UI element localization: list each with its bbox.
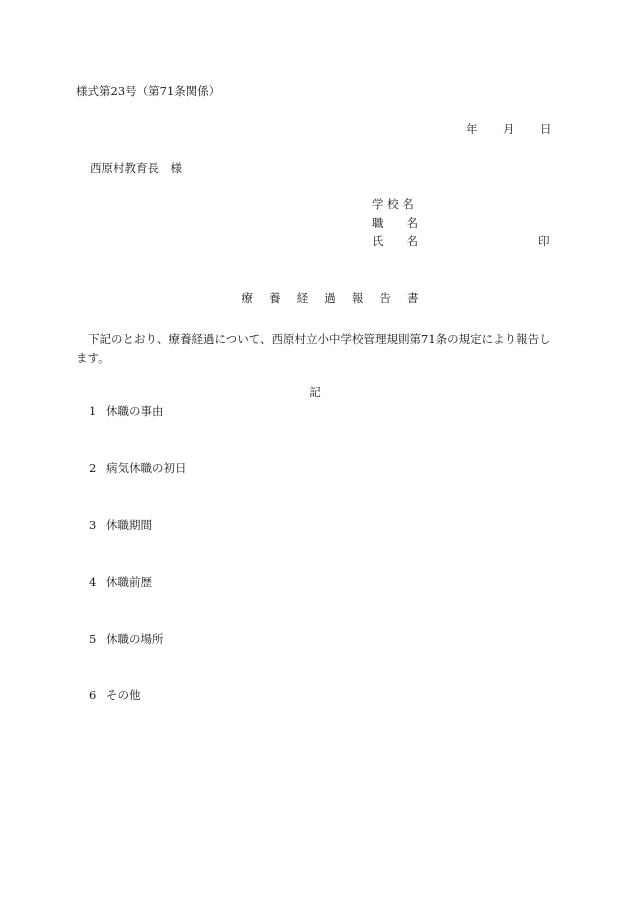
job-title-label: 職 名 xyxy=(372,216,418,230)
item-number: 6 xyxy=(89,688,97,702)
list-item xyxy=(89,690,141,702)
list-item xyxy=(89,463,187,475)
list-item xyxy=(89,520,152,532)
item-number: 2 xyxy=(89,461,97,475)
date-year-label: 年 xyxy=(466,122,478,136)
item-number: 3 xyxy=(89,518,97,532)
ki-heading: 記 xyxy=(309,385,321,399)
item-label: 休職前歴 xyxy=(106,575,152,589)
list-item xyxy=(89,577,152,589)
item-label: 休職の場所 xyxy=(106,632,164,646)
sender-school-row xyxy=(372,199,442,211)
item-number: 1 xyxy=(89,404,97,418)
body-text: 下記のとおり、療養経過について、西原村立小中学校管理規則第71条の規定により報告します。 xyxy=(76,332,551,365)
item-number: 4 xyxy=(89,575,97,589)
form-number: 様式第23号（第71条関係） xyxy=(76,84,221,98)
addressee: 西原村教育長 様 xyxy=(90,161,182,175)
sender-title-row xyxy=(372,218,442,230)
sender-name-row xyxy=(372,236,442,248)
seal-mark: 印 xyxy=(538,234,550,248)
date-day-label: 日 xyxy=(540,122,552,136)
list-item xyxy=(89,406,164,418)
item-label: その他 xyxy=(106,688,141,702)
item-label: 病気休職の初日 xyxy=(106,461,187,475)
date-month-label: 月 xyxy=(503,122,515,136)
document-title: 療養経過報告書 xyxy=(241,291,435,305)
date-line xyxy=(466,124,552,136)
item-label: 休職の事由 xyxy=(106,404,164,418)
school-name-label: 学 校 名 xyxy=(372,197,414,211)
item-label: 休職期間 xyxy=(106,518,152,532)
item-number: 5 xyxy=(89,632,97,646)
list-item xyxy=(89,634,164,646)
name-label: 氏 名 xyxy=(372,234,418,248)
